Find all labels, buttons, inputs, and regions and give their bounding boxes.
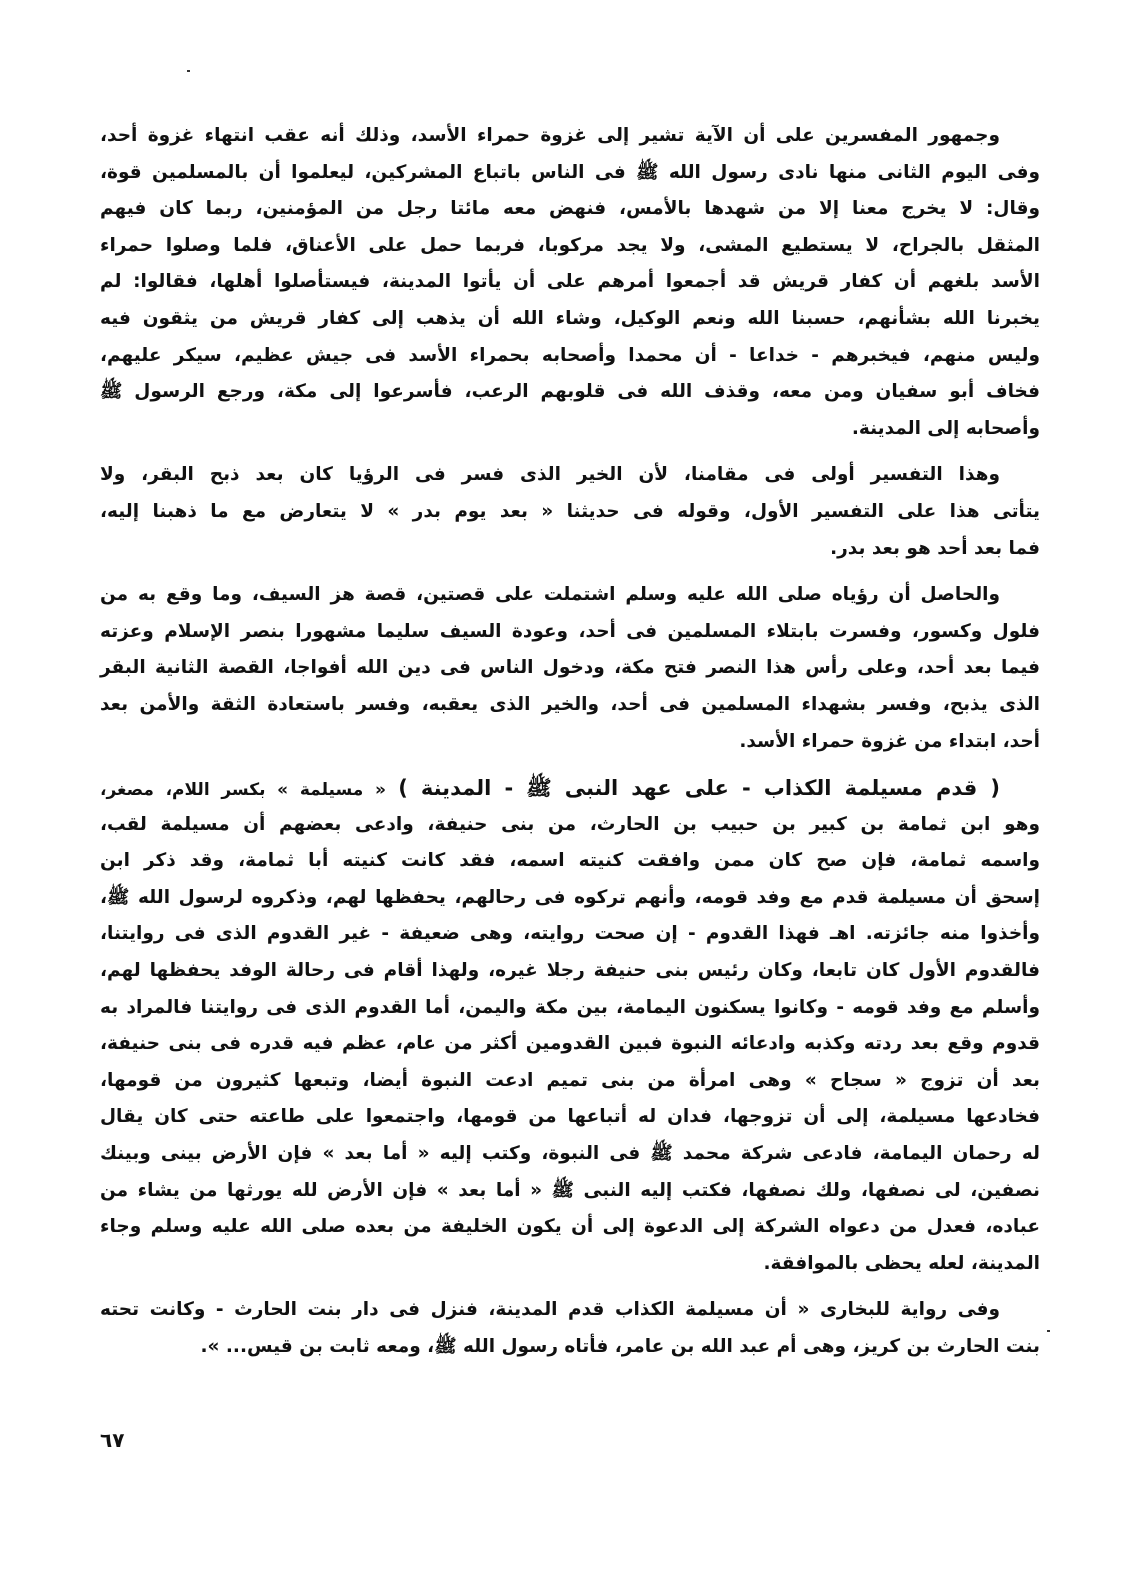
text-line: يخبرنا الله بشأنهم، حسبنا الله ونعم الوكيل، وشاء الله أن يذهب إلى كفار قريش من يثقون فيه xyxy=(100,307,1040,329)
text-line: فخادعها مسيلمة، إلى أن تزوجها، فدان له أتباعها من قومها، واجتمعوا على طاعته حتى كان يقال xyxy=(100,1106,1040,1128)
text-line: وفى رواية للبخارى « أن مسيلمة الكذاب قدم المدينة، فنزل فى دار بنت الحارث - وكانت تحته xyxy=(100,1299,1000,1321)
text-line: وهو ابن ثمامة بن كبير بن حبيب بن الحارث، من بنى حنيفة، وادعى بعضهم أن مسيلمة لقب، xyxy=(100,813,1040,835)
page-number: ٦٧ xyxy=(100,1428,125,1452)
text-line: نصفين، لى نصفها، ولك نصفها، فكتب إليه النبى ﷺ « أما بعد » فإن الأرض لله يورثها من يشاء من xyxy=(100,1179,1040,1201)
text-line: والحاصل أن رؤياه صلى الله عليه وسلم اشتملت على قصتين، قصة هز السيف، وما وقع به من xyxy=(100,584,1000,606)
text-line: وليس منهم، فيخبرهم - خداعا - أن محمدا وأصحابه بحمراء الأسد فى جيش عظيم، سيكر عليهم، xyxy=(100,344,1040,366)
text-line: وجمهور المفسرين على أن الآية تشير إلى غزوة حمراء الأسد، وذلك أنه عقب انتهاء غزوة أحد، xyxy=(100,125,1000,146)
text-line: يتأتى هذا على التفسير الأول، وقوله فى حديثنا « بعد يوم بدر » لا يتعارض مع ما ذهبنا إليه، xyxy=(100,500,1040,522)
paragraph xyxy=(100,577,1040,760)
text-line: واسمه ثمامة، فإن صح كان ممن وافقت كنيته اسمه، فقد كانت كنيته أبا ثمامة، وقد ذكر ابن xyxy=(100,850,1040,872)
text-line: وأصحابه إلى المدينة. xyxy=(851,417,1040,439)
scan-speck xyxy=(1047,1330,1050,1332)
text-line: المدينة، لعله يحظى بالموافقة. xyxy=(763,1252,1040,1274)
text-line: بعد أن تزوج « سجاح » وهى امرأة من بنى تميم ادعت النبوة أيضا، وتبعها كثيرون من قومها، xyxy=(100,1069,1040,1091)
text-line: الأسد بلغهم أن كفار قريش قد أجمعوا أمرهم على أن يأتوا المدينة، فيستأصلوا أهلها، فقالوا: لم xyxy=(100,271,1040,293)
page-body xyxy=(100,118,1040,1376)
text-line: وقال: لا يخرج معنا إلا من شهدها بالأمس، فنهض معه مائتا رجل من المؤمنين، ربما كان فيهم xyxy=(100,198,1040,220)
section-musaylima xyxy=(100,770,1040,1282)
text-line: المثقل بالجراح، لا يستطيع المشى، ولا يجد مركوبا، فربما حمل على الأعناق، فلما وصلوا حمراء xyxy=(100,234,1040,256)
text-line: فخاف أبو سفيان ومن معه، وقذف الله فى قلوبهم الرعب، فأسرعوا إلى مكة، ورجع الرسول ﷺ xyxy=(100,381,1040,403)
text-line: قدوم وقع بعد ردته وكذبه وادعائه النبوة فبين القدومين أكثر من عام، عظم فيه قدره فى بنى حنيفة، xyxy=(100,1033,1040,1055)
section-heading: ( قدم مسيلمة الكذاب - على عهد النبى ﷺ - المدينة ) xyxy=(398,776,1000,801)
text-line: أحد، ابتداء من غزوة حمراء الأسد. xyxy=(739,730,1040,752)
paragraph xyxy=(100,118,1040,447)
text-line: وأخذوا منه جائزته. اهـ فهذا القدوم - إن صحت روايته، وهى ضعيفة - غير القدوم الذى فى روايتنا، xyxy=(100,923,1040,945)
paragraph xyxy=(100,457,1040,567)
text-line: وهذا التفسير أولى فى مقامنا، لأن الخير الذى فسر فى الرؤيا كان بعد ذبح البقر، ولا xyxy=(100,464,1000,486)
section-heading-line xyxy=(100,770,1040,807)
text-line: فالقدوم الأول كان تابعا، وكان رئيس بنى حنيفة رجلا غيره، ولهذا أقام فى رحالة الوفد يحفظها لهم، xyxy=(100,960,1040,982)
text-line: بنت الحارث بن كريز، وهى أم عبد الله بن عامر، فأتاه رسول الله ﷺ، ومعه ثابت بن قيس... ». xyxy=(200,1336,1040,1357)
text-line: وفى اليوم الثانى منها نادى رسول الله ﷺ فى الناس باتباع المشركين، ليعلموا أن بالمسلمين قوة، xyxy=(100,161,1040,183)
text-line: الذى يذبح، وفسر بشهداء المسلمين فى أحد، والخير الذى يعقبه، وفسر باستعادة الثقة والأمن بعد xyxy=(100,693,1040,715)
text-line: وأسلم مع وفد قومه - وكانوا يسكنون اليمامة، بين مكة واليمن، أما القدوم الذى فى روايتنا فالمراد به xyxy=(100,996,1040,1018)
text-line: فيما بعد أحد، وعلى رأس هذا النصر فتح مكة، ودخول الناس فى دين الله أفواجا، القصة الثانية البقر xyxy=(100,657,1040,679)
heading-continuation: « مسيلمة » بكسر اللام، مصغر، xyxy=(100,780,386,801)
text-line: له رحمان اليمامة، فادعى شركة محمد ﷺ فى النبوة، وكتب إليه « أما بعد » فإن الأرض بينى وبينك xyxy=(100,1143,1040,1165)
text-line: فلول وكسور، وفسرت بابتلاء المسلمين فى أحد، وعودة السيف سليما مشهورا بنصر الإسلام وعزته xyxy=(100,620,1040,642)
text-line: عباده، فعدل من دعواه الشركة إلى الدعوة إلى أن يكون الخليفة من بعده صلى الله عليه وسلم وجاء xyxy=(100,1216,1040,1238)
scan-speck xyxy=(187,70,190,72)
paragraph xyxy=(100,1292,1040,1365)
text-line: إسحق أن مسيلمة قدم مع وفد قومه، وأنهم تركوه فى رحالهم، يحفظها لهم، وذكروه لرسول الله ﷺ، xyxy=(100,886,1040,908)
text-line: فما بعد أحد هو بعد بدر. xyxy=(830,537,1040,559)
